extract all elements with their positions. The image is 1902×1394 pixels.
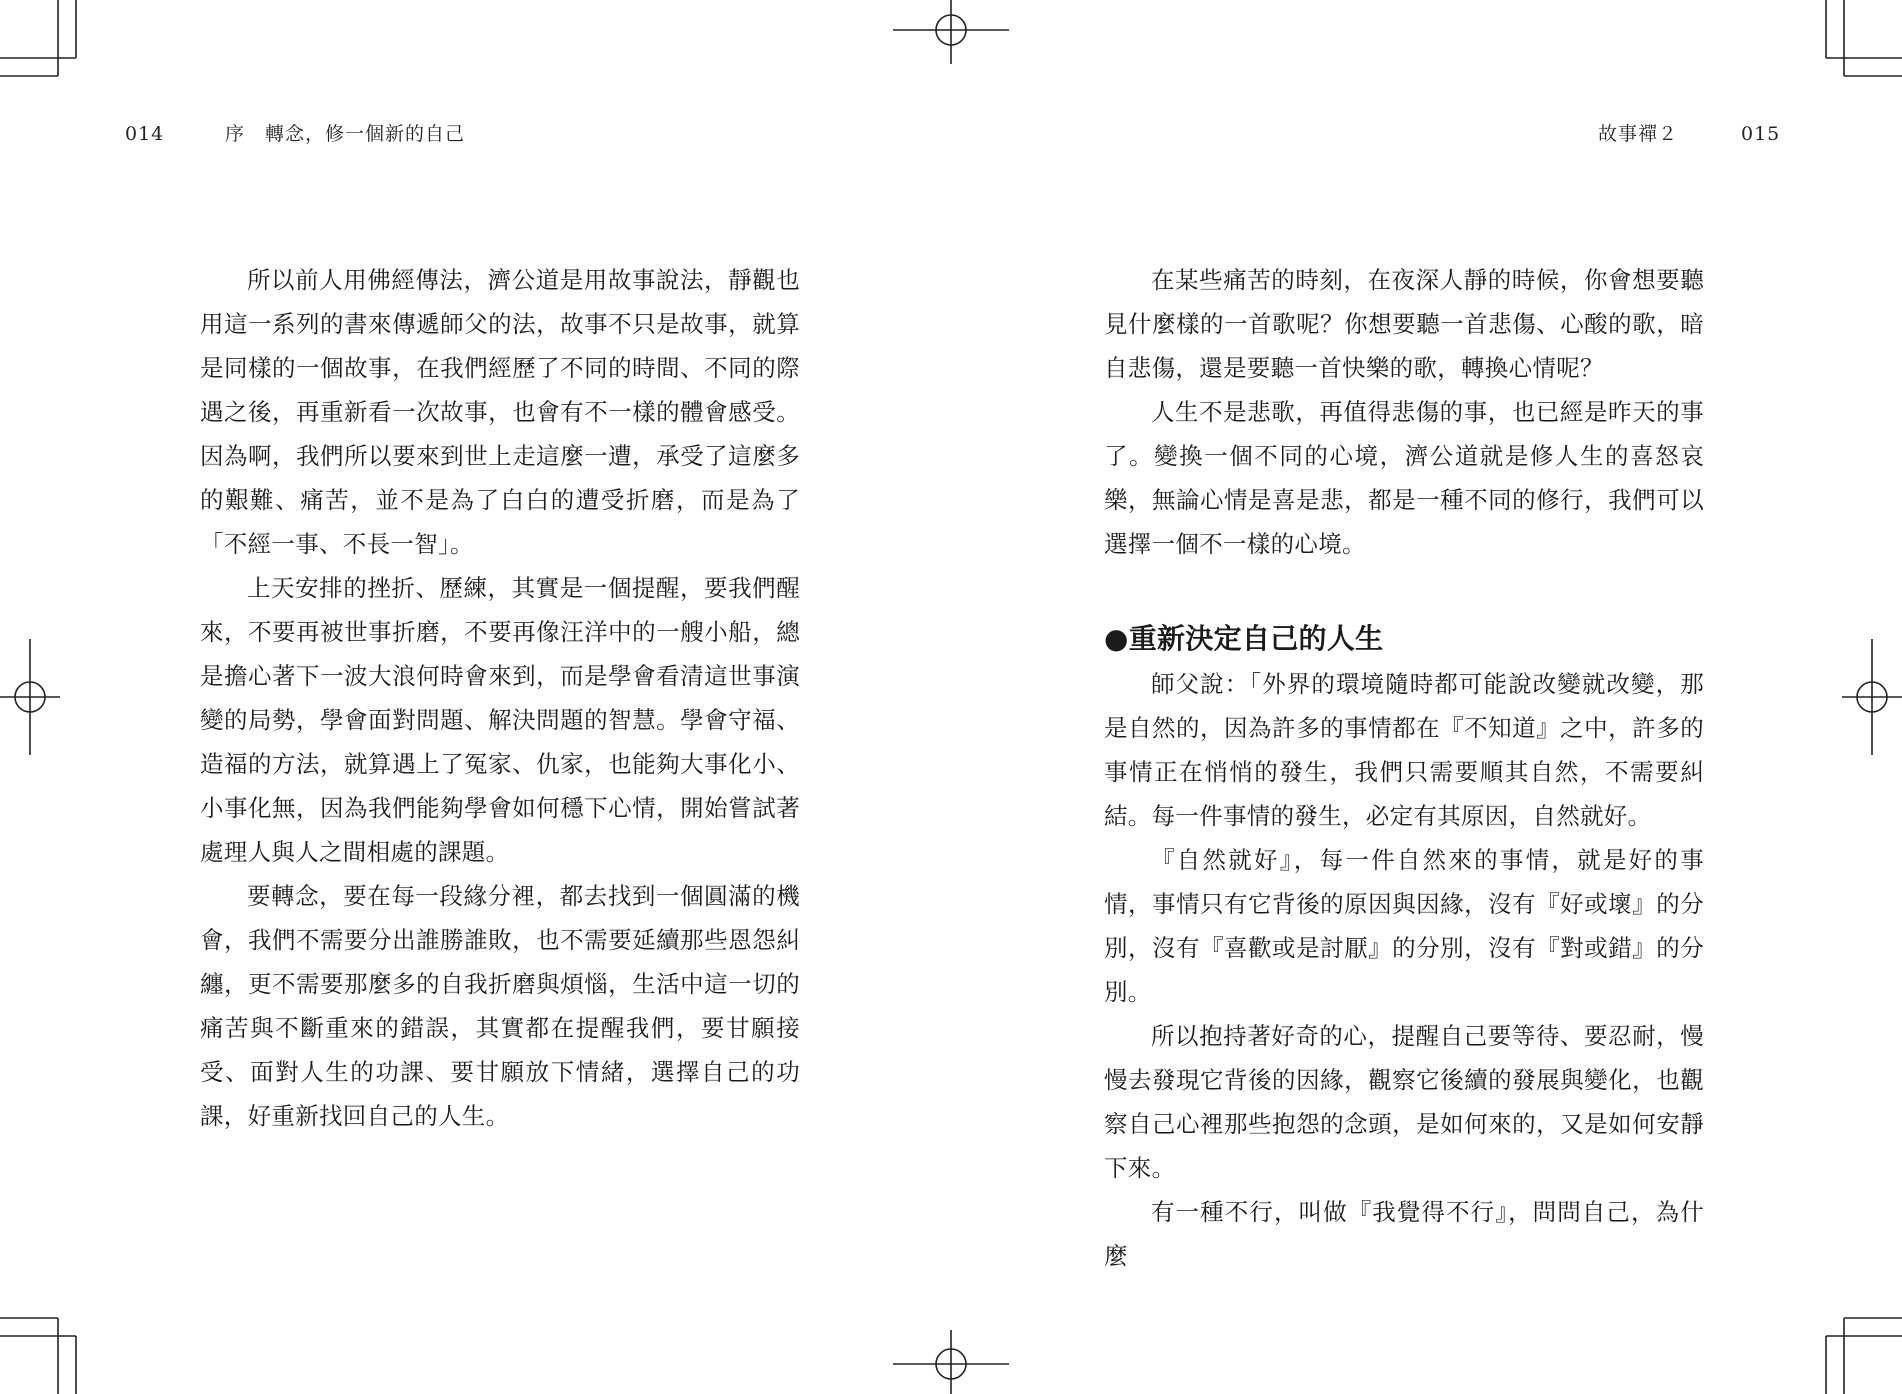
paragraph: 要轉念，要在每一段緣分裡，都去找到一個圓滿的機會，我們不需要分出誰勝誰敗，也不需要延續那些恩怨糾纏，更不需要那麼多的自我折磨與煩惱，生活中這一切的痛苦與不斷重來的錯誤，其實都在提醒我們，要甘願接受、面對人生的功課、要甘願放下情緒，選擇自己的功課，好重新找回自己的人生。: [200, 882, 800, 1130]
paragraph: 在某些痛苦的時刻，在夜深人靜的時候，你會想要聽見什麼樣的一首歌呢？你想要聽一首悲傷、心酸的歌，暗自悲傷，還是要聽一首快樂的歌，轉換心情呢？: [1104, 266, 1704, 382]
paragraph: 人生不是悲歌，再值得悲傷的事，也已經是昨天的事了。變換一個不同的心境，濟公道就是修人生的喜怒哀樂，無論心情是喜是悲，都是一種不同的修行，我們可以選擇一個不一樣的心境。: [1104, 398, 1704, 558]
paragraph: 所以抱持著好奇的心，提醒自己要等待、要忍耐，慢慢去發現它背後的因緣，觀察它後續的發展與變化，也觀察自己心裡那些抱怨的念頭，是如何來的，又是如何安靜下來。: [1104, 1022, 1704, 1182]
paragraph: 有一種不行，叫做『我覺得不行』，問問自己，為什麼: [1104, 1198, 1704, 1270]
section-heading: ●重新決定自己的人生: [1104, 622, 1384, 655]
paragraph: 所以前人用佛經傳法，濟公道是用故事說法，靜觀也用這一系列的書來傳遞師父的法，故事不只是故事，就算是同樣的一個故事，在我們經歷了不同的時間、不同的際遇之後，再重新看一次故事，也會有不一樣的體會感受。因為啊，我們所以要來到世上走這麼一遭，承受了這麼多的艱難、痛苦，並不是為了白白的遭受折磨，而是為了「不經一事、不長一智」。: [200, 266, 800, 558]
page-number: 015: [1741, 123, 1781, 145]
running-head: 序 轉念，修一個新的自己: [225, 123, 466, 145]
paragraph: 上天安排的挫折、歷練，其實是一個提醒，要我們醒來，不要再被世事折磨，不要再像汪洋中的一艘小船，總是擔心著下一波大浪何時會來到，而是學會看清這世事演變的局勢，學會面對問題、解決問題的智慧。學會守福、造福的方法，就算遇上了冤家、仇家，也能夠大事化小、小事化無，因為我們能夠學會如何穩下心情，開始嘗試著處理人與人之間相處的課題。: [200, 574, 800, 866]
body-text: [200, 258, 800, 1138]
paragraph: 師父說：「外界的環境隨時都可能說改變就改變，那是自然的，因為許多的事情都在『不知道』之中，許多的事情正在悄悄的發生，我們只需要順其自然，不需要糾結。每一件事情的發生，必定有其原因，自然就好。: [1104, 670, 1704, 830]
section-spacer: [1104, 566, 1704, 610]
page-number: 014: [125, 123, 165, 145]
paragraph: 『自然就好』，每一件自然來的事情，就是好的事情，事情只有它背後的原因與因緣，沒有『好或壞』的分別，沒有『喜歡或是討厭』的分別，沒有『對或錯』的分別。: [1104, 846, 1704, 1006]
running-head: 故事禪２: [1598, 123, 1679, 145]
body-text: [1104, 258, 1704, 1278]
right-page: [951, 0, 1902, 1394]
